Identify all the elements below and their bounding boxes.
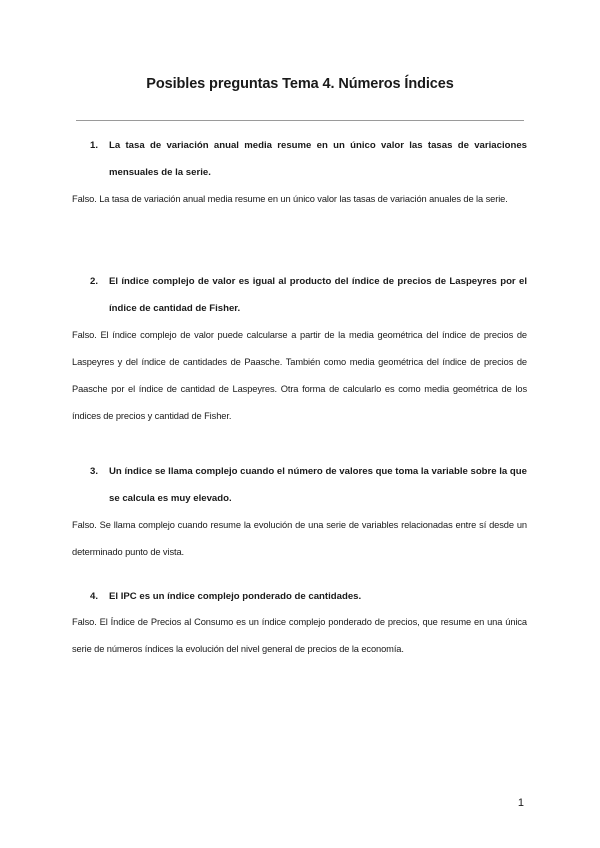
question-text: La tasa de variación anual media resume en un único valor las tasas de variaciones mensuales de la serie.: [109, 140, 527, 178]
question-4: [72, 583, 527, 610]
question-text: El IPC es un índice complejo ponderado de cantidades.: [109, 591, 362, 602]
answer-1: Falso. La tasa de variación anual media resume en un único valor las tasas de variación anuales de la serie.: [72, 194, 508, 204]
question-number: 4.: [90, 591, 99, 602]
question-text: El índice complejo de valor es igual al producto del índice de precios de Laspeyres por el índice de cantidad de Fisher.: [109, 276, 527, 314]
answer-3: Falso. Se llama complejo cuando resume la evolución de una serie de variables relacionadas entre sí desde un determinado punto de vista.: [72, 520, 527, 557]
page-number: 1: [517, 797, 524, 809]
question-number: 3.: [90, 466, 99, 477]
page-title: Posibles preguntas Tema 4. Números Índices: [146, 76, 454, 92]
question-3: [72, 458, 527, 512]
question-number: 2.: [90, 276, 99, 287]
question-number: 1.: [90, 140, 99, 151]
question-2: [72, 268, 527, 322]
answer-4: Falso. El Índice de Precios al Consumo es un índice complejo ponderado de precios, que resume en una única serie de números índices la evolución del nivel general de precios de la economía.: [72, 617, 527, 654]
title-divider: [76, 120, 524, 121]
question-1: [72, 132, 527, 186]
question-text: Un índice se llama complejo cuando el número de valores que toma la variable sobre la que se calcula es muy elevado.: [109, 466, 527, 504]
answer-2: Falso. El índice complejo de valor puede calcularse a partir de la media geométrica del índice de precios de Laspeyres y del índice de cantidades de Paasche. También como media geométrica del índice de precios de Paasche por el índice de cantidad de Laspeyres. Otra forma de calcularlo es como media geométrica de los índices de precios y cantidad de Fisher.: [72, 330, 527, 421]
